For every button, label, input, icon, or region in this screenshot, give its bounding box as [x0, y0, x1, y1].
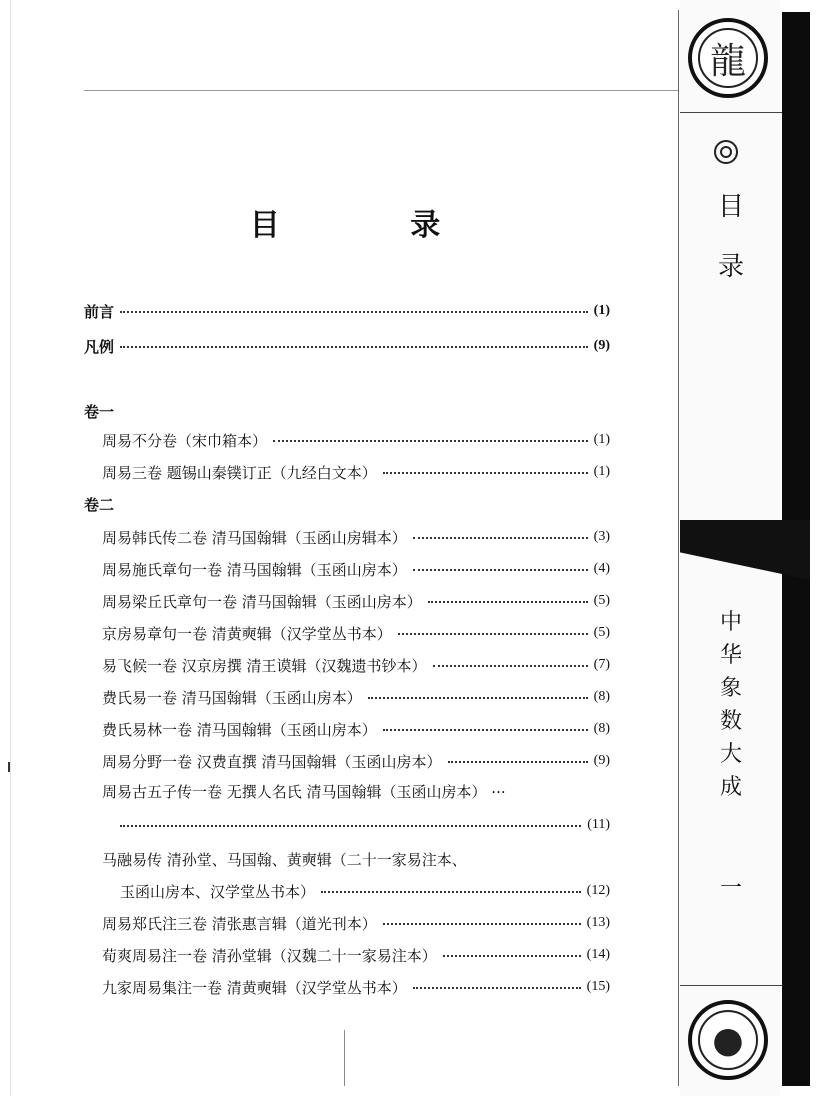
entry-page: (1) [593, 432, 610, 447]
entry-page: (15) [586, 979, 610, 994]
series-title-char: 中 [719, 610, 742, 635]
dot-leader [273, 428, 588, 452]
dot-leader [413, 557, 588, 581]
dot-leader [120, 299, 588, 323]
sidebar-border [678, 10, 679, 1086]
entry-page: (14) [586, 947, 610, 962]
entry-title: 周易施氏章句一卷 清马国翰辑（玉函山房本） [102, 560, 407, 579]
entry-page: (3) [593, 529, 610, 544]
dot-leader [383, 717, 588, 741]
series-title-char: 成 [719, 775, 742, 800]
dot-leader [383, 911, 581, 935]
dot-leader [443, 943, 581, 967]
sidebar-rule [680, 985, 782, 986]
entry-title: 前言 [84, 302, 115, 321]
entry-title: 周易韩氏传二卷 清马国翰辑（玉函山房辑本） [102, 528, 407, 547]
toc-entry[interactable] [84, 653, 610, 677]
entry-title: 周易梁丘氏章句一卷 清马国翰辑（玉函山房本） [102, 592, 422, 611]
sidebar-section-char: 目 [717, 192, 744, 222]
dot-leader [433, 653, 588, 677]
toc-entry[interactable] [84, 749, 610, 773]
entry-title: 九家周易集注一卷 清黄奭辑（汉学堂丛书本） [102, 978, 407, 997]
entry-page: (7) [593, 657, 610, 672]
toc-entry[interactable] [84, 943, 610, 967]
black-band [680, 520, 810, 534]
toc-entry-preface[interactable] [84, 299, 610, 323]
entry-page: (5) [593, 625, 610, 640]
toc-entry[interactable] [84, 525, 610, 549]
toc-entry-title-wrapped[interactable]: 马融易传 清孙堂、马国翰、黄奭辑（二十一家易注本、 [102, 851, 467, 869]
entry-page: (9) [593, 338, 610, 353]
dot-leader [428, 589, 588, 613]
sidebar-rule [680, 112, 782, 113]
entry-title: 周易郑氏注三卷 清张惠言辑（道光刊本） [102, 914, 377, 933]
page-title: 目 录 [249, 208, 501, 243]
series-title-char: 华 [719, 643, 742, 668]
entry-page: (8) [593, 689, 610, 704]
entry-title: 费氏易一卷 清马国翰辑（玉函山房本） [102, 688, 362, 707]
dot-leader [120, 334, 588, 358]
entry-title: 周易不分卷（宋巾箱本） [102, 431, 268, 450]
page-edge-line [10, 0, 11, 1096]
toc-entry[interactable] [84, 460, 610, 484]
toc-entry[interactable] [84, 911, 610, 935]
sidebar [676, 0, 816, 1096]
entry-title: 凡例 [84, 337, 115, 356]
dot-leader [321, 879, 581, 903]
toc-entry[interactable] [84, 589, 610, 613]
toc-entry-continuation[interactable] [84, 813, 610, 837]
series-title-char: 象 [719, 676, 742, 701]
entry-page: (5) [593, 593, 610, 608]
entry-title: 费氏易林一卷 清马国翰辑（玉函山房本） [102, 720, 377, 739]
volume-heading-2: 卷二 [84, 496, 115, 514]
entry-page: (13) [586, 915, 610, 930]
double-circle-icon [714, 140, 738, 164]
entry-page: (12) [586, 883, 610, 898]
toc-entry-conventions[interactable] [84, 334, 610, 358]
toc-entry[interactable] [84, 685, 610, 709]
volume-heading-1: 卷一 [84, 403, 115, 421]
dot-leader [368, 685, 588, 709]
entry-title: 周易三卷 题锡山秦镤订正（九经白文本） [102, 463, 377, 482]
entry-title: 易飞候一卷 汉京房撰 清王谟辑（汉魏遗书钞本） [102, 656, 427, 675]
series-title-char: 数 [719, 709, 742, 734]
margin-mark [8, 762, 10, 772]
entry-page: (11) [587, 817, 610, 832]
toc-entry-title-wrapped[interactable]: 周易古五子传一卷 无撰人名氏 清马国翰辑（玉函山房本） ··· [102, 783, 506, 801]
entry-page: (1) [593, 303, 610, 318]
toc-entry[interactable] [84, 621, 610, 645]
dragon-seal-icon: 龍 [688, 18, 768, 98]
toc-entry[interactable] [84, 557, 610, 581]
dot-leader [413, 975, 581, 999]
entry-title: 京房易章句一卷 清黄奭辑（汉学堂丛书本） [102, 624, 392, 643]
entry-title: 荀爽周易注一卷 清孙堂辑（汉魏二十一家易注本） [102, 946, 437, 965]
toc-entry[interactable] [84, 717, 610, 741]
toc-entry[interactable] [84, 428, 610, 452]
toc-entry[interactable] [84, 975, 610, 999]
entry-title: 玉函山房本、汉学堂丛书本） [120, 882, 316, 901]
series-title-char: 大 [719, 742, 742, 767]
page-number: 一 [719, 876, 742, 901]
entry-title: 周易分野一卷 汉费直撰 清马国翰辑（玉函山房本） [102, 752, 442, 771]
header-rule [84, 90, 678, 91]
toc-entry-continuation[interactable] [84, 879, 610, 903]
entry-page: (8) [593, 721, 610, 736]
gutter-line [344, 1030, 345, 1086]
sidebar-section-char: 录 [717, 252, 744, 282]
dot-leader [120, 813, 581, 837]
entry-page: (1) [593, 464, 610, 479]
dot-leader [383, 460, 588, 484]
dot-leader [413, 525, 588, 549]
entry-page: (9) [593, 753, 610, 768]
entry-page: (4) [593, 561, 610, 576]
dot-leader [398, 621, 588, 645]
beast-seal-icon: ● [688, 1000, 768, 1080]
dot-leader [448, 749, 588, 773]
